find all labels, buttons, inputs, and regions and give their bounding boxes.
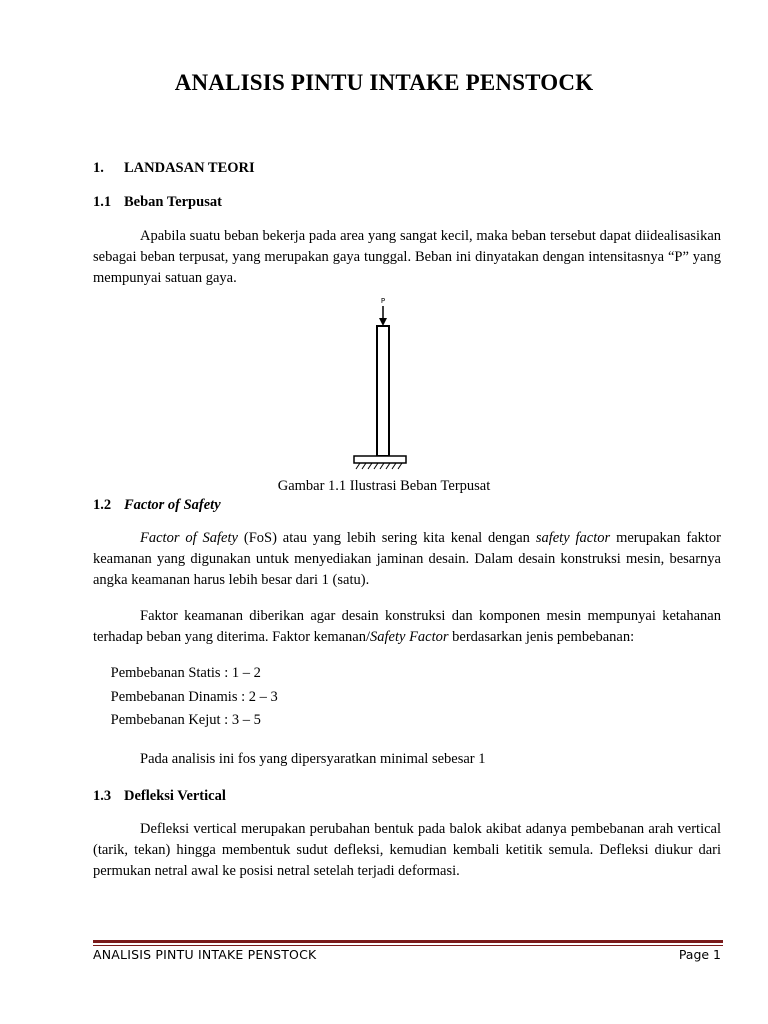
subsection-title: Factor of Safety [124,497,221,513]
bullet-text: Pembebanan Statis : 1 – 2 [110,665,261,681]
paragraph-text: Defleksi vertical merupakan perubahan bentuk pada balok akibat adanya pembebanan arah vertical (tarik, tekan) hingga membentuk sudut defleksi, kemudian kembali ketitik semula. Defleksi diukur dari permukan netral awal ke posisi netral setelah terjadi deformasi. [93,821,721,879]
paragraph-text: Faktor keamanan diberikan agar desain konstruksi dan komponen mesin mempunyai ketahanan terhadap beban yang diterima. Faktor kemanan/ [93,608,721,645]
column [377,326,389,456]
ground-hatching [356,463,402,469]
document-title: ANALISIS PINTU INTAKE PENSTOCK [174,70,594,95]
paragraph-faktor-keamanan [93,606,721,648]
paragraph-text: berdasarkan jenis pembebanan: [448,629,635,645]
subsection-number: 1.3 [93,788,112,804]
paragraph-text: Apabila suatu beban bekerja pada area yang sangat kecil, maka beban tersebut dapat diidealisasikan sebagai beban terpusat, yang merupakan gaya tunggal. Beban ini dinyatakan dengan intensitasnya “P” yang mempunyai satuan gaya. [93,228,721,286]
subsection-number: 1.2 [93,497,112,513]
footer-title: ANALISIS PINTU INTAKE PENSTOCK [93,947,317,962]
subsection-heading-1-2 [93,497,221,514]
figure-caption: Gambar 1.1 Ilustrasi Beban Terpusat [277,478,491,494]
footer-rule-thin [93,945,723,946]
bullet-item [93,712,261,729]
subsection-heading-1-1 [93,194,222,211]
bullet-text: Pembebanan Kejut : 3 – 5 [110,712,261,728]
term-factor-of-safety: Factor of Safety [140,530,238,546]
page-number: Page 1 [678,947,721,962]
bullet-text: Pembebanan Dinamis : 2 – 3 [110,689,278,705]
section-heading-1 [93,160,255,177]
footer-rule-thick [93,940,723,943]
section-title: LANDASAN TEORI [124,160,255,176]
load-label: P [380,297,386,305]
paragraph-text: merupakan faktor keamanan yang digunakan untuk menyediakan jaminan desain. Dalam desain konstruksi mesin, besarnya angka keamanan harus lebih besar dari 1 (satu). [93,530,721,588]
subsection-title: Defleksi Vertical [124,788,226,804]
load-arrow-head [379,318,387,326]
base-plate [354,456,406,463]
bullet-item [93,689,278,706]
subsection-title: Beban Terpusat [124,194,222,210]
paragraph-defleksi [93,819,721,882]
paragraph-text: (FoS) atau yang lebih sering kita kenal dengan [237,530,536,546]
section-number: 1. [93,160,104,176]
paragraph-beban-terpusat [93,226,721,289]
point-load-figure [340,294,420,470]
bullet-item [93,665,261,682]
term-safety-factor: Safety Factor [370,629,449,645]
term-safety-factor: safety factor [535,530,611,546]
subsection-number: 1.1 [93,194,112,210]
subsection-heading-1-3 [93,788,226,805]
paragraph-factor-of-safety [93,528,721,591]
paragraph-fos-requirement: Pada analisis ini fos yang dipersyaratkan minimal sebesar 1 [140,751,486,767]
